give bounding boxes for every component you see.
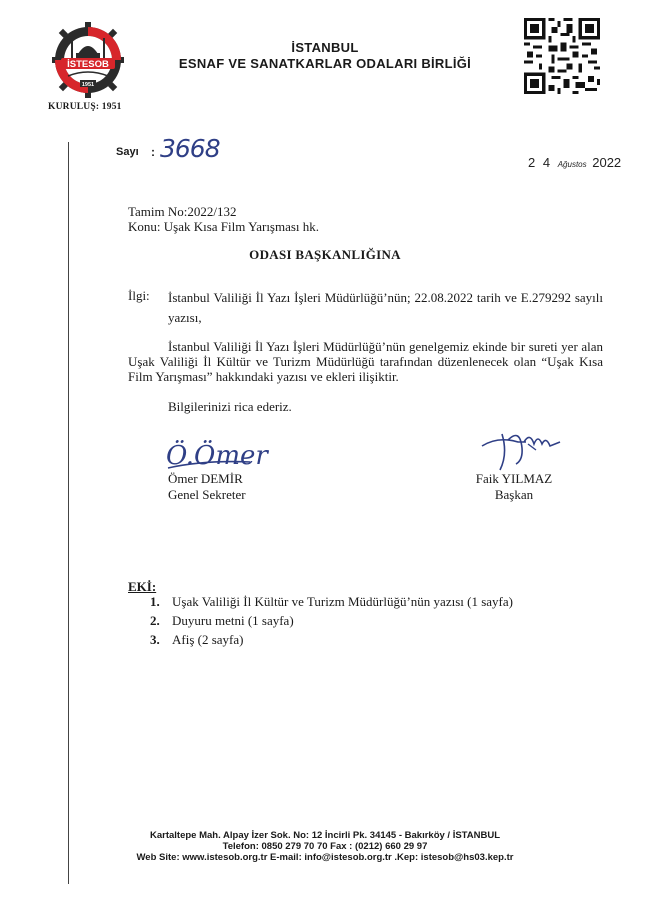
signature-left-text: Ö.Ömer: [166, 441, 268, 471]
signer-left-name: Ömer DEMİR: [168, 471, 243, 486]
list-item: [150, 592, 513, 611]
logo-text: İSTESOB: [67, 59, 109, 70]
list-item-number: 3.: [150, 632, 160, 647]
signature-left: [164, 432, 268, 474]
sayi-number: 3668: [160, 134, 220, 163]
addressee-heading: ODASI BAŞKANLIĞINA: [249, 247, 401, 262]
date-year: 2022: [592, 155, 622, 170]
org-title: [150, 40, 500, 72]
footer-contact: [0, 830, 650, 863]
logo-year: 1951: [81, 82, 95, 88]
footer-web: Web Site: www.istesob.org.tr E-mail: info@istesob.org.tr .Kep: istesob@hs03.kep.tr: [136, 852, 514, 863]
subject-line: Konu: Uşak Kısa Film Yarışması hk.: [128, 219, 320, 234]
list-item-text: Uşak Valiliği İl Kültür ve Turizm Müdürlüğü’nün yazısı (1 sayfa): [172, 594, 513, 609]
list-item: [150, 611, 513, 630]
signer-left: [168, 471, 246, 503]
list-item-text: Duyuru metni (1 sayfa): [172, 613, 294, 628]
signer-right: [474, 471, 554, 503]
signer-right-title: Başkan: [494, 487, 534, 502]
date-day: 2 4: [528, 155, 553, 170]
list-item: [150, 630, 513, 649]
attachments-list: [150, 592, 513, 649]
istesob-logo: [52, 22, 124, 98]
footer-phone: Telefon: 0850 279 70 70 Fax : (0212) 660 29 97: [222, 841, 428, 852]
document-date: [528, 155, 621, 170]
signer-left-title: Genel Sekreter: [168, 487, 246, 502]
attachments-title: EKİ:: [128, 579, 157, 594]
list-item-text: Afiş (2 sayfa): [172, 632, 244, 647]
signer-right-name: Faik YILMAZ: [475, 471, 553, 486]
tamim-number: Tamim No:2022/132: [128, 204, 237, 219]
ilgi-label: İlgi:: [128, 288, 150, 303]
list-item-number: 2.: [150, 613, 160, 628]
sayi-label: Sayı: [116, 146, 139, 158]
org-title-line2: ESNAF VE SANATKARLAR ODALARI BİRLİĞİ: [178, 56, 472, 71]
footer-address: Kartaltepe Mah. Alpay İzer Sok. No: 12 İncirli Pk. 34145 - Bakırköy / İSTANBUL: [149, 830, 501, 841]
qr-code-icon: [524, 18, 600, 94]
date-month: Ağustos: [557, 160, 587, 169]
ilgi-text: İstanbul Valiliği İl Yazı İşleri Müdürlüğü’nün; 22.08.2022 tarih ve E.279292 sayılı yazısı,: [168, 290, 603, 325]
signature-right: [478, 424, 562, 474]
sayi-colon: :: [151, 145, 155, 159]
body-paragraph: İstanbul Valiliği İl Yazı İşleri Müdürlüğü’nün genelgemiz ekinde bir sureti yer alan Uşak Valiliği İl Kültür ve Turizm Müdürlüğü tarafından düzenlenecek olan “Uşak Kısa Film Yarışması” hakkındaki yazısı ve ekleri ilişiktir.: [128, 339, 603, 384]
founded-label: KURULUŞ: 1951: [48, 102, 122, 112]
list-item-number: 1.: [150, 594, 160, 609]
closing-line: Bilgilerinizi rica ederiz.: [168, 399, 292, 414]
org-title-line1: İSTANBUL: [291, 40, 359, 55]
